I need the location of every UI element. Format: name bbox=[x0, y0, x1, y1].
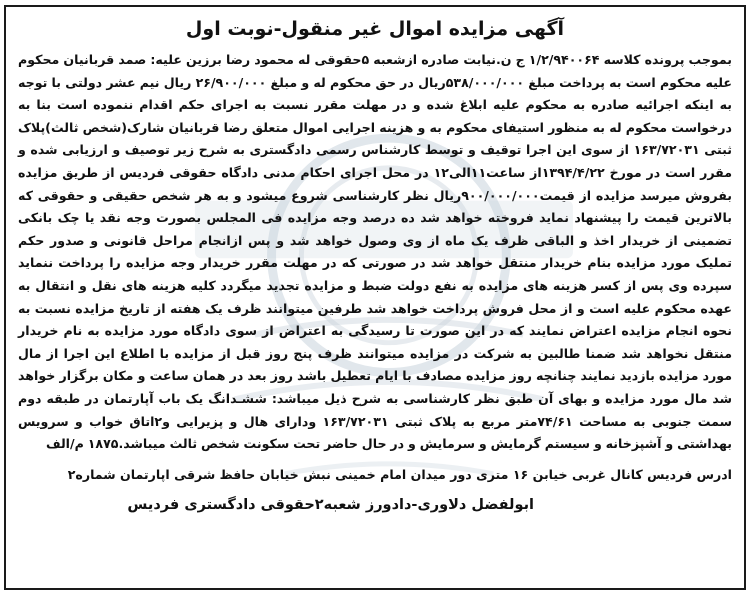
notice-address: ادرس فردیس کانال غربی خیابن ۱۶ متری دور میدان امام خمینی نبش خیابان حافظ شرقی اپارتمان شماره۲ bbox=[67, 466, 732, 482]
notice-frame bbox=[4, 5, 746, 590]
notice-content bbox=[6, 17, 744, 516]
notice-signature: ابولفضل دلاوری-دادورز شعبه۲حقوقی دادگستری فردیس bbox=[127, 497, 534, 514]
notice-title: آگهی مزایده اموال غیر منقول-نوبت اول bbox=[185, 18, 565, 40]
notice-body: بموجب پرونده کلاسه ۱/۲/۹۴۰۰۶۴ ج ن.نیابت صادره ازشعبه ۵حقوقی له محمود رضا برزین علیه: صمد قربانیان محکوم علیه محکوم است به پرداخت مبلغ ۵۳۸/۰۰۰/۰۰۰ریال در حق محکوم له و مبلغ ۲۶/۹۰۰/۰۰۰ ریال نیم عشر دولتی با توجه به اینکه اجرائیه صادره به محکوم علیه ابلاغ شده و در مهلت مقرر نسبت به اجرای حکم اقدام ننموده است بنا به درخواست محکوم له به منظور استیفای محکوم به و هزینه اجرایی اموال متعلق رضا قربانیان شارک(شخص ثالث)پلاک ثبتی ۱۶۳/۷۲۰۳۱ از سوی این اجرا توقیف و توسط کارشناس رسمی دادگستری به شرح زیر توصیف و ارزیابی شده و مقرر است در مورخ ۱۳۹۴/۴/۲۲از ساعت۱۱الی۱۲ در محل اجرای احکام مدنی دادگاه حقوقی فردیس از طریق مزایده بفروش میرسد مزایده از قیمت۹۰۰/۰۰۰/۰۰۰ریال نظر کارشناسی شروع میشود و به هر شخص حقیقی و حقوقی که بالاترین قیمت را پیشنهاد نماید فروخته خواهد شد ده درصد وجه مزایده فی المجلس بصورت وجه نقد یا چک بانکی تضمینی از خریدار اخذ و الباقی ظرف یک ماه از وی وصول خواهد شد و پس ازانجام مراحل قانونی و صدور حکم تملیک مورد مزایده بنام خریدار منتقل خواهد شد در صورتی که در مهلت مقرر خریدار وجه مزایده را پرداخت ننماید سپرده وی پس از کسر هزینه های مزایده به نفع دولت ضبط و مزایده تجدید میگردد کلیه هزینه های نقل و انتقال به عهده محکوم علیه است و از محل فروش پرداخت خواهد شد طرفین میتوانند ظرف یک هفته از تاریخ مزایده نسبت به نحوه انجام مزایده اعتراض نمایند که در این صورت تا رسیدگی به اعتراض از سوی دادگاه مورد مزایده به نام خریدار منتقل نخواهد شد ضمنا طالبین به شرکت در مزایده میتوانند ظرف پنج روز قبل از مزایده با اطلاع این اجرا از مال مورد مزایده بازدید نمایند چنانچه روز مزایده مصادف با ایام تعطیل باشد روز بعد در همان ساعت و مکان برگزار خواهد شد مال مورد مزایده و بهای آن طبق نظر کارشناسی به شرح ذیل میباشد: ششـدانگ یک باب آپارتمان در طبقه دوم سمت جنوبی به مساحت ۷۴/۶۱متر مربع به پلاک ثبتی ۱۶۳/۷۲۰۳۱ ودارای هال و پزیرایی و۲اتاق خواب و سرویس بهداشتی و آشپزخانه و سیستم گرمایش و سرمایش و در حال حاضر تحت سکونت شخص ثالث میباشد.۱۸۷۵ م/الف bbox=[18, 52, 733, 452]
